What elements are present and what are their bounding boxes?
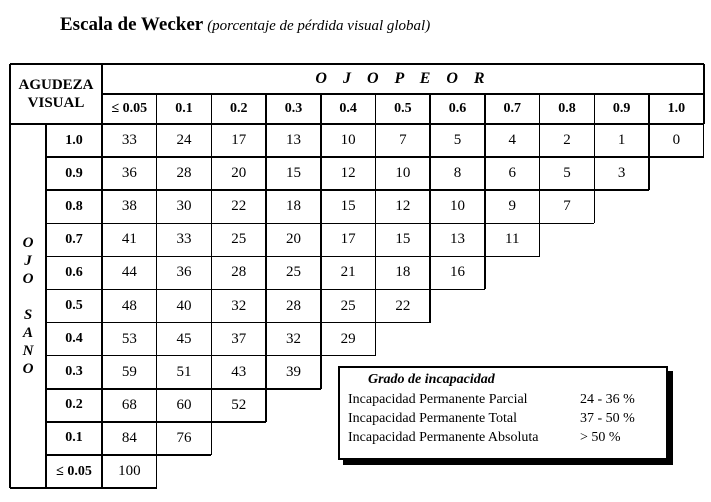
table-cell: 15 bbox=[340, 198, 356, 215]
table-cell: 8 bbox=[453, 165, 462, 182]
grid-line bbox=[594, 124, 596, 157]
row-label: 0.9 bbox=[65, 165, 83, 181]
table-cell: 18 bbox=[395, 264, 411, 281]
ojo-sano-letter: O bbox=[22, 361, 34, 377]
grid-line bbox=[156, 256, 158, 289]
table-cell: 48 bbox=[121, 297, 137, 314]
table-cell: 20 bbox=[285, 231, 301, 248]
grid-line bbox=[429, 290, 431, 323]
table-cell: 36 bbox=[121, 165, 137, 182]
table-cell: 28 bbox=[176, 165, 192, 182]
grid-line bbox=[211, 223, 213, 256]
grid-line bbox=[156, 356, 158, 389]
grid-line bbox=[265, 157, 267, 190]
table-cell: 20 bbox=[231, 165, 247, 182]
grid-line bbox=[539, 190, 541, 223]
legend-title: Grado de incapacidad bbox=[368, 372, 495, 387]
table-cell: 100 bbox=[118, 463, 141, 480]
column-header: 0.1 bbox=[175, 101, 193, 116]
title-main: Escala de Wecker bbox=[60, 14, 204, 35]
row-label: 1.0 bbox=[65, 132, 83, 148]
grid-line bbox=[429, 256, 431, 289]
column-header: 0.7 bbox=[503, 101, 521, 116]
table-cell: 39 bbox=[285, 363, 301, 380]
table-cell: 29 bbox=[340, 330, 356, 347]
grid-line bbox=[648, 124, 650, 157]
grid-line bbox=[429, 124, 431, 157]
table-cell: 28 bbox=[231, 264, 247, 281]
grid-line bbox=[265, 256, 267, 289]
legend-row bbox=[348, 430, 658, 449]
column-header: 0.4 bbox=[339, 101, 357, 116]
table-cell: 44 bbox=[121, 264, 137, 281]
table-cell: 10 bbox=[450, 198, 466, 215]
grid-line bbox=[484, 157, 486, 190]
grid-line bbox=[156, 455, 158, 488]
column-header: 1.0 bbox=[667, 101, 686, 116]
grid-line bbox=[594, 190, 596, 223]
ojo-sano-letter: O bbox=[22, 271, 34, 287]
grid-line bbox=[46, 487, 157, 489]
table-cell: 41 bbox=[121, 231, 137, 248]
row-label: ≤ 0.05 bbox=[56, 463, 92, 479]
table-cell: 2 bbox=[563, 132, 571, 149]
agudeza-label: AGUDEZA bbox=[18, 77, 94, 93]
grid-line bbox=[211, 323, 213, 356]
table-cell: 84 bbox=[121, 429, 137, 446]
ojo-sano-letter: S bbox=[23, 307, 33, 323]
legend-value: 24 - 36 % bbox=[580, 392, 635, 407]
grid-line bbox=[375, 223, 377, 256]
grid-line bbox=[648, 157, 650, 190]
grid-line bbox=[265, 223, 267, 256]
legend-label: Incapacidad Permanente Parcial bbox=[348, 392, 528, 407]
table-cell: 11 bbox=[505, 231, 520, 248]
column-header: ≤ 0.05 bbox=[111, 101, 148, 116]
grid-line bbox=[211, 256, 213, 289]
grid-line bbox=[211, 124, 213, 157]
grid-line bbox=[594, 157, 596, 190]
grid-line bbox=[156, 124, 158, 157]
ojo-sano-letter: O bbox=[22, 235, 34, 251]
grid-line bbox=[156, 290, 158, 323]
grid-line bbox=[375, 290, 377, 323]
table-cell: 13 bbox=[285, 132, 301, 149]
grid-line bbox=[320, 256, 322, 289]
table-cell: 17 bbox=[231, 132, 247, 149]
ojo-sano-header bbox=[10, 124, 46, 488]
table-cell: 9 bbox=[508, 198, 516, 215]
ojo-sano-letter: J bbox=[24, 253, 32, 269]
table-cell: 17 bbox=[340, 231, 356, 248]
table-cell: 3 bbox=[617, 165, 626, 182]
table-cell: 4 bbox=[508, 132, 516, 149]
legend-value: > 50 % bbox=[580, 430, 621, 445]
table-cell: 28 bbox=[285, 297, 301, 314]
table-cell: 7 bbox=[399, 132, 407, 149]
table-cell: 36 bbox=[176, 264, 192, 281]
grid-line bbox=[211, 290, 213, 323]
table-cell: 60 bbox=[176, 396, 192, 413]
table-cell: 43 bbox=[231, 363, 247, 380]
grid-line bbox=[156, 389, 158, 422]
legend-row bbox=[348, 392, 658, 411]
column-header: 0.8 bbox=[558, 101, 576, 116]
grid-line bbox=[211, 422, 213, 455]
grid-line bbox=[484, 190, 486, 223]
grid-line bbox=[375, 157, 377, 190]
grid-line bbox=[156, 323, 158, 356]
incapacity-legend bbox=[338, 366, 668, 460]
table-cell: 10 bbox=[395, 165, 411, 182]
row-label: 0.7 bbox=[65, 231, 83, 247]
table-cell: 24 bbox=[176, 132, 192, 149]
row-label: 0.3 bbox=[65, 364, 83, 380]
table-cell: 7 bbox=[563, 198, 571, 215]
row-label: 0.2 bbox=[65, 397, 83, 413]
legend-row bbox=[348, 411, 658, 430]
row-label: 0.4 bbox=[65, 331, 83, 347]
table-cell: 51 bbox=[176, 363, 192, 380]
table-cell: 40 bbox=[176, 297, 192, 314]
row-label: 0.8 bbox=[65, 198, 83, 214]
ojo-sano-letter: A bbox=[22, 325, 33, 341]
table-cell: 10 bbox=[340, 132, 356, 149]
grid-line bbox=[320, 290, 322, 323]
grid-line bbox=[265, 190, 267, 223]
grid-line bbox=[10, 63, 704, 65]
grid-line bbox=[211, 190, 213, 223]
table-cell: 15 bbox=[395, 231, 411, 248]
table-cell: 30 bbox=[176, 198, 192, 215]
table-cell: 25 bbox=[231, 231, 247, 248]
table-cell: 33 bbox=[176, 231, 192, 248]
grid-line bbox=[211, 389, 213, 422]
legend-value: 37 - 50 % bbox=[580, 411, 635, 426]
table-cell: 52 bbox=[231, 396, 247, 413]
table-cell: 25 bbox=[285, 264, 301, 281]
table-cell: 12 bbox=[395, 198, 411, 215]
row-label: 0.5 bbox=[65, 298, 83, 314]
table-cell: 18 bbox=[285, 198, 301, 215]
table-cell: 21 bbox=[340, 264, 356, 281]
grid-line bbox=[429, 223, 431, 256]
legend-label: Incapacidad Permanente Absoluta bbox=[348, 430, 539, 445]
table-cell: 32 bbox=[231, 297, 247, 314]
column-header: 0.5 bbox=[394, 101, 412, 116]
table-cell: 5 bbox=[563, 165, 571, 182]
grid-line bbox=[375, 190, 377, 223]
grid-line bbox=[265, 124, 267, 157]
grid-line bbox=[484, 223, 486, 256]
table-cell: 76 bbox=[176, 429, 192, 446]
grid-line bbox=[265, 389, 267, 422]
grid-line bbox=[211, 356, 213, 389]
table-cell: 6 bbox=[508, 165, 516, 182]
column-header: 0.6 bbox=[448, 101, 467, 116]
visual-label: VISUAL bbox=[27, 95, 85, 111]
grid-line bbox=[320, 223, 322, 256]
table-cell: 22 bbox=[231, 198, 247, 215]
grid-line bbox=[539, 124, 541, 157]
grid-line bbox=[375, 256, 377, 289]
table-cell: 59 bbox=[121, 363, 137, 380]
legend-label: Incapacidad Permanente Total bbox=[348, 411, 518, 426]
table-cell: 32 bbox=[285, 330, 301, 347]
table-cell: 45 bbox=[176, 330, 192, 347]
table-cell: 1 bbox=[617, 132, 626, 149]
table-cell: 12 bbox=[340, 165, 356, 182]
table-cell: 53 bbox=[121, 330, 137, 347]
grid-line bbox=[429, 157, 431, 190]
grid-line bbox=[703, 124, 705, 157]
grid-line bbox=[375, 323, 377, 356]
agudeza-visual-header bbox=[10, 64, 102, 124]
grid-line bbox=[265, 290, 267, 323]
table-cell: 25 bbox=[340, 297, 356, 314]
grid-line bbox=[9, 64, 11, 488]
table-cell: 37 bbox=[231, 330, 247, 347]
grid-line bbox=[211, 157, 213, 190]
grid-line bbox=[156, 422, 158, 455]
grid-line bbox=[484, 256, 486, 289]
grid-line bbox=[156, 157, 158, 190]
row-label: 0.6 bbox=[65, 264, 83, 280]
table-cell: 38 bbox=[121, 198, 137, 215]
column-header: 0.9 bbox=[612, 101, 631, 116]
grid-line bbox=[265, 323, 267, 356]
table-cell: 33 bbox=[121, 132, 137, 149]
grid-line bbox=[429, 190, 431, 223]
table-cell: 68 bbox=[121, 396, 137, 413]
grid-line bbox=[320, 356, 322, 389]
grid-line bbox=[156, 190, 158, 223]
column-header: 0.2 bbox=[229, 101, 248, 116]
table-cell: 0 bbox=[672, 132, 681, 149]
grid-line bbox=[156, 223, 158, 256]
column-header: 0.3 bbox=[284, 101, 303, 116]
grid-line bbox=[539, 157, 541, 190]
ojo-sano-letter: N bbox=[22, 343, 34, 359]
table-cell: 22 bbox=[395, 297, 411, 314]
grid-line bbox=[320, 190, 322, 223]
grid-line bbox=[320, 124, 322, 157]
grid-line bbox=[320, 323, 322, 356]
grid-line bbox=[539, 223, 541, 256]
row-label: 0.1 bbox=[65, 430, 83, 446]
grid-line bbox=[320, 157, 322, 190]
grid-line bbox=[265, 356, 267, 389]
title-subtitle: (porcentaje de pérdida visual global) bbox=[207, 18, 431, 34]
grid-line bbox=[375, 124, 377, 157]
grid-line bbox=[484, 124, 486, 157]
table-cell: 5 bbox=[453, 132, 462, 149]
table-cell: 15 bbox=[285, 165, 301, 182]
table-cell: 16 bbox=[450, 264, 466, 281]
ojo-peor-header: O J O P E O R bbox=[315, 70, 491, 87]
table-cell: 13 bbox=[450, 231, 466, 248]
